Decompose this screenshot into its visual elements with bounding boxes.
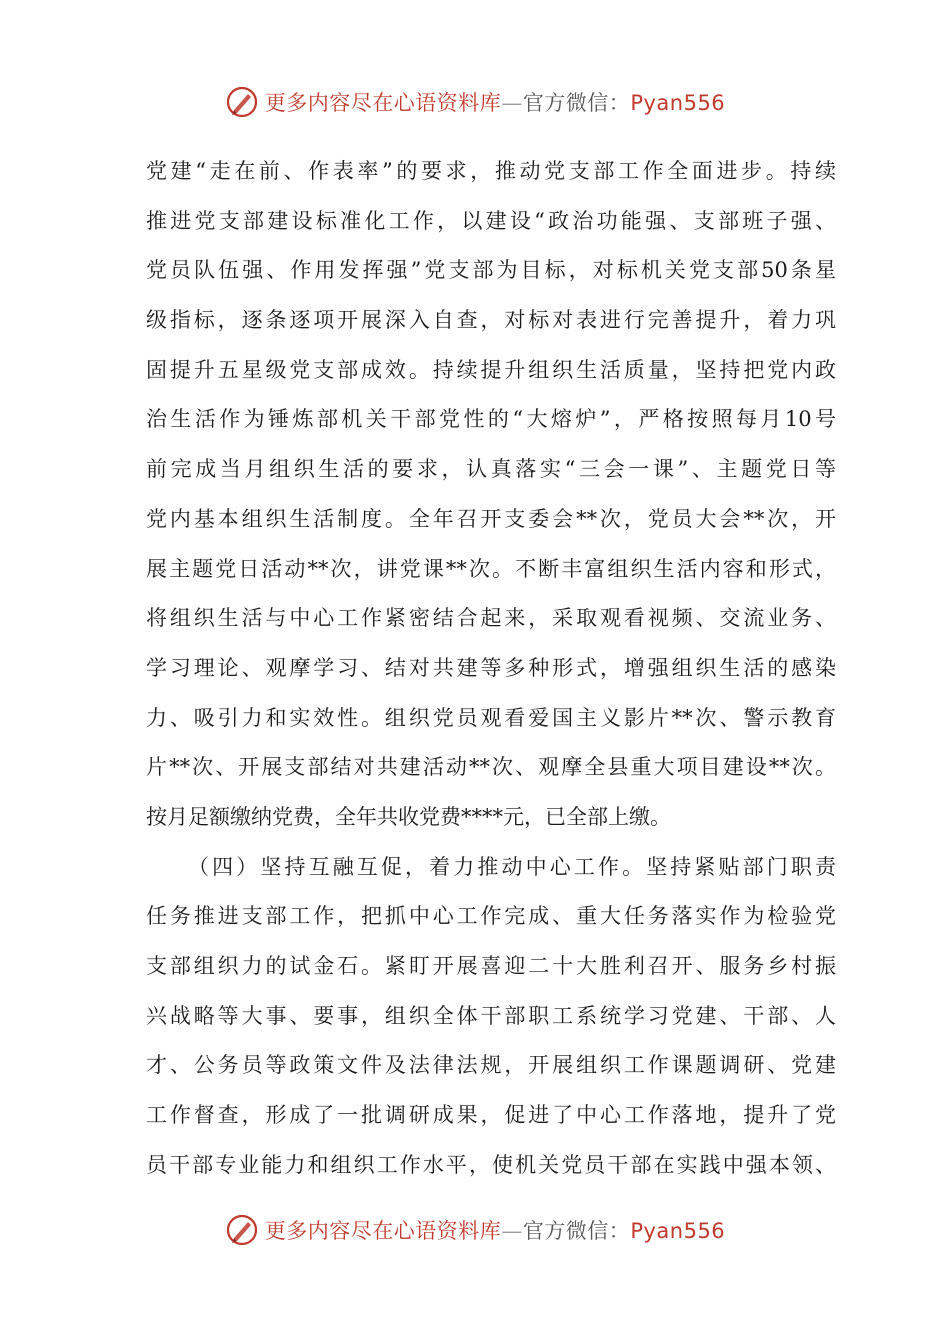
header-watermark [0, 82, 950, 122]
pen-logo-icon [225, 1213, 259, 1247]
header-wechat-label: 官方微信： [522, 91, 631, 115]
body-line-11: 学习理论、观摩学习、结对共建等多种形式，增强组织生活的感染 [146, 655, 836, 680]
body-line-18: 兴战略等大事、要事，组织全体干部职工系统学习党建、干部、人 [146, 1003, 836, 1028]
pen-logo-icon [225, 85, 259, 119]
body-line-5: 固提升五星级党支部成效。持续提升组织生活质量，坚持把党内政 [146, 357, 836, 382]
header-watermark-text [265, 87, 725, 117]
body-line-13: 片**次、开展支部结对共建活动**次、观摩全县重大项目建设**次。 [146, 755, 836, 780]
footer-wechat-label: 官方微信： [522, 1219, 631, 1243]
body-line-14: 按月足额缴纳党费，全年共收党费****元，已全部上缴。 [146, 804, 671, 829]
body-line-17: 支部组织力的试金石。紧盯开展喜迎二十大胜利召开、服务乡村振 [146, 954, 836, 978]
body-line-3: 党员队伍强、作用发挥强”党支部为目标，对标机关党支部50条星 [146, 258, 836, 283]
header-site-text: 更多内容尽在心语资料库 [264, 91, 502, 115]
body-line-21: 员干部专业能力和组织工作水平，使机关党员干部在实践中强本领、 [146, 1152, 836, 1177]
document-body [146, 147, 836, 1190]
body-line-19: 才、公务员等政策文件及法律法规，开展组织工作课题调研、党建 [146, 1053, 836, 1078]
footer-watermark-text [265, 1215, 725, 1245]
footer-site-text: 更多内容尽在心语资料库 [264, 1219, 502, 1243]
header-dash: — [501, 91, 523, 115]
footer-dash: — [501, 1219, 523, 1243]
footer-wechat-id: Pyan556 [630, 1219, 726, 1243]
body-line-12: 力、吸引力和实效性。组织党员观看爱国主义影片**次、警示教育 [146, 705, 836, 730]
header-wechat-id: Pyan556 [630, 91, 726, 115]
body-line-2: 推进党支部建设标准化工作，以建设“政治功能强、支部班子强、 [146, 208, 836, 233]
body-line-1: 党建“走在前、作表率”的要求，推动党支部工作全面进步。持续 [146, 159, 836, 183]
body-line-16: 任务推进支部工作，把抓中心工作完成、重大任务落实作为检验党 [146, 904, 836, 929]
body-line-6: 治生活作为锤炼部机关干部党性的“大熔炉”，严格按照每月10号 [146, 407, 836, 432]
body-line-10: 将组织生活与中心工作紧密结合起来，采取观看视频、交流业务、 [146, 606, 836, 631]
footer-watermark [0, 1210, 950, 1250]
body-line-8: 党内基本组织生活制度。全年召开支委会**次，党员大会**次，开 [146, 506, 836, 531]
body-line-4: 级指标，逐条逐项开展深入自查，对标对表进行完善提升，着力巩 [146, 308, 836, 333]
section-heading-line: （四）坚持互融互促，着力推动中心工作。坚持紧贴部门职责 [188, 854, 836, 879]
body-line-7: 前完成当月组织生活的要求，认真落实“三会一课”、主题党日等 [146, 457, 836, 482]
body-line-9: 展主题党日活动**次，讲党课**次。不断丰富组织生活内容和形式， [146, 556, 836, 581]
body-line-20: 工作督查，形成了一批调研成果，促进了中心工作落地，提升了党 [146, 1103, 836, 1128]
